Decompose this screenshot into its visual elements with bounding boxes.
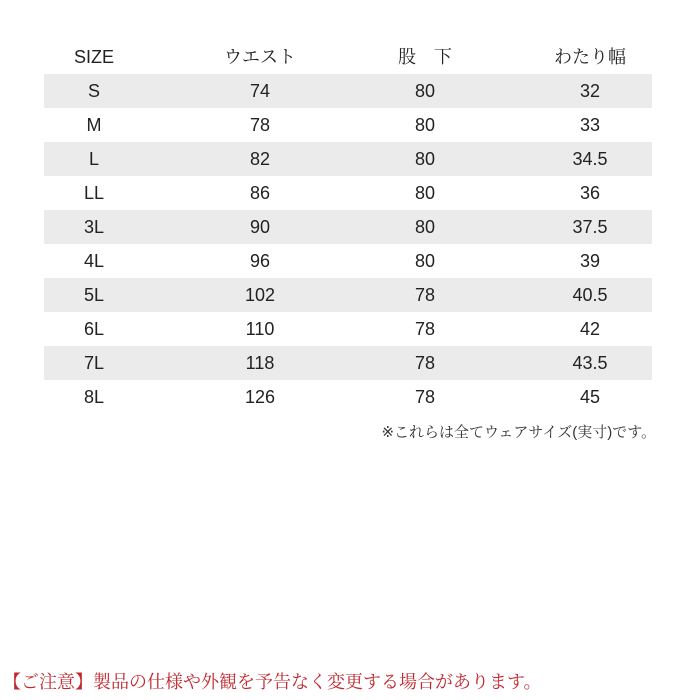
cell-waist: 96: [249, 251, 271, 271]
cell-thigh: 45: [579, 387, 601, 407]
cell-size: 7L: [83, 353, 105, 373]
cell-waist: 102: [244, 285, 276, 305]
table-row: [44, 176, 652, 210]
caution-note: 【ご注意】製品の仕様や外観を予告なく変更する場合があります。: [3, 672, 542, 692]
cell-waist: 86: [249, 183, 271, 203]
cell-waist: 90: [249, 217, 271, 237]
cell-size: LL: [83, 183, 105, 203]
table-row: [44, 346, 652, 380]
table-row: [44, 244, 652, 278]
table-row: [44, 142, 652, 176]
cell-inseam: 78: [414, 319, 436, 339]
cell-waist: 110: [245, 319, 275, 339]
cell-inseam: 80: [414, 183, 436, 203]
cell-thigh: 34.5: [572, 149, 608, 169]
cell-thigh: 32: [579, 81, 601, 101]
cell-thigh: 33: [579, 115, 601, 135]
cell-thigh: 36: [579, 183, 601, 203]
header-cell-waist: ウエスト: [224, 47, 296, 67]
wear-size-footnote: ※これらは全てウェアサイズ(実寸)です。: [381, 424, 656, 441]
cell-inseam: 78: [414, 353, 436, 373]
cell-inseam: 80: [414, 149, 436, 169]
header-cell-inseam: 股 下: [398, 47, 452, 67]
cell-inseam: 80: [414, 251, 436, 271]
cell-size: S: [87, 81, 100, 101]
cell-size: L: [88, 149, 99, 169]
cell-size: 5L: [83, 285, 105, 305]
size-chart-table: [44, 40, 652, 414]
table-row: [44, 210, 652, 244]
cell-waist: 78: [249, 115, 271, 135]
cell-thigh: 40.5: [572, 285, 608, 305]
cell-thigh: 37.5: [572, 217, 608, 237]
cell-size: M: [86, 115, 102, 135]
table-row: [44, 380, 652, 414]
cell-inseam: 80: [414, 115, 436, 135]
cell-waist: 82: [249, 149, 271, 169]
cell-thigh: 39: [579, 251, 601, 271]
table-row: [44, 278, 652, 312]
cell-waist: 126: [244, 387, 276, 407]
table-row: [44, 108, 652, 142]
cell-thigh: 43.5: [572, 353, 608, 373]
cell-inseam: 78: [414, 387, 436, 407]
size-chart-header-row: [44, 40, 652, 74]
header-cell-thigh: わたり幅: [554, 47, 626, 67]
cell-size: 3L: [83, 217, 105, 237]
header-cell-size: SIZE: [73, 47, 114, 67]
cell-size: 8L: [83, 387, 105, 407]
cell-size: 6L: [83, 319, 105, 339]
cell-inseam: 80: [414, 81, 436, 101]
cell-inseam: 78: [414, 285, 436, 305]
cell-waist: 118: [245, 353, 275, 373]
cell-waist: 74: [249, 81, 271, 101]
cell-inseam: 80: [414, 217, 436, 237]
cell-size: 4L: [83, 251, 105, 271]
table-row: [44, 312, 652, 346]
cell-thigh: 42: [579, 319, 601, 339]
table-row: [44, 74, 652, 108]
